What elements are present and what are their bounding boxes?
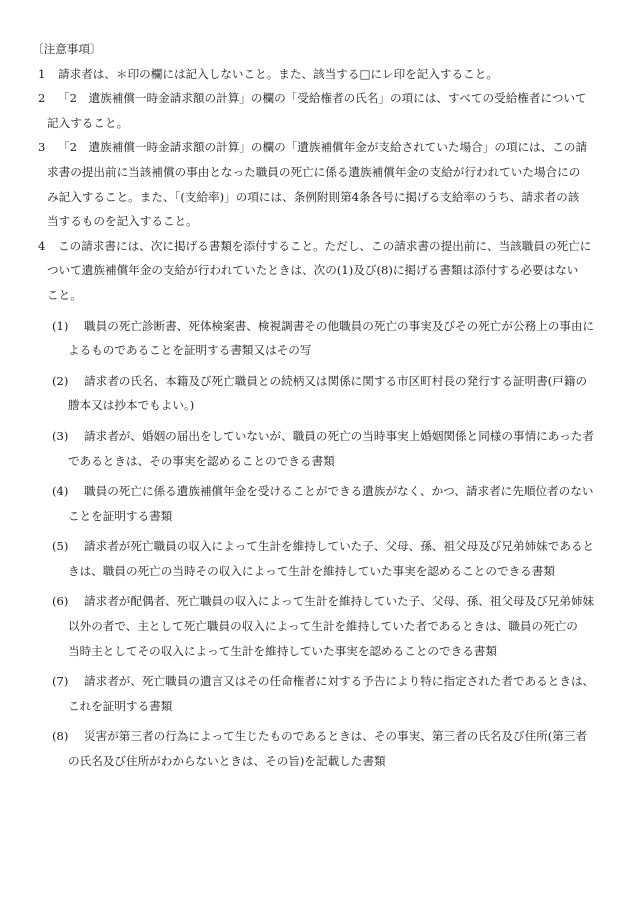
attachment-line: であるときは、その事実を認めることのできる書類 xyxy=(68,453,335,468)
note-line: 当するものを記入すること。 xyxy=(47,214,198,229)
attachment-line: ことを証明する書類 xyxy=(68,508,173,523)
attachment-number: (8) xyxy=(52,729,69,744)
attachment-item-3 xyxy=(32,424,600,473)
attachment-line: きは、職員の死亡の当時その収入によって生計を維持していた事実を認めることのできる書類 xyxy=(68,563,555,578)
attachment-item-5 xyxy=(32,534,600,583)
attachment-number: (4) xyxy=(52,484,69,499)
attachment-line: 謄本又は抄本でもよい。) xyxy=(68,398,195,413)
attachment-item-2 xyxy=(32,369,600,418)
note-line: こと。 xyxy=(47,287,82,302)
attachment-number: (6) xyxy=(52,594,69,609)
note-number: 3 xyxy=(38,140,46,155)
attachment-line: 職員の死亡に係る遺族補償年金を受けることができる遺族がなく、かつ、請求者に先順位者のない xyxy=(84,484,594,499)
attachment-item-7 xyxy=(32,669,600,718)
attachment-line: 請求者が死亡職員の収入によって生計を維持していた子、父母、孫、祖父母及び兄弟姉妹であると xyxy=(84,539,595,554)
attachment-item-4 xyxy=(32,479,600,528)
attachment-line: 請求者の氏名、本籍及び死亡職員との続柄又は関係に関する市区町村長の発行する証明書(戸籍の xyxy=(84,373,588,388)
attachment-line: 災害が第三者の行為によって生じたものであるときは、その事実、第三者の氏名及び住所(第三者 xyxy=(84,729,588,744)
attachment-line: 請求者が、死亡職員の遺言又はその任命権者に対する予告により特に指定された者であるときは、 xyxy=(84,674,595,689)
attachment-number: (5) xyxy=(52,539,69,554)
note-item-4 xyxy=(32,234,600,308)
note-item-3 xyxy=(32,135,600,233)
attachment-line: 以外の者で、主として死亡職員の収入によって生計を維持していた者であるときは、職員の死亡の xyxy=(68,619,578,634)
attachment-line: これを証明する書類 xyxy=(68,698,173,713)
note-line: 請求者は、＊印の欄には記入しないこと。また、該当する□にレ印を記入すること。 xyxy=(58,66,498,81)
notes-heading: 〔注意事項〕 xyxy=(32,42,102,56)
note-line: 記入すること。 xyxy=(47,115,129,130)
note-number: 2 xyxy=(38,91,46,106)
attachment-number: (2) xyxy=(52,373,69,388)
note-number: 4 xyxy=(38,238,46,253)
note-item-1 xyxy=(32,62,600,87)
attachment-item-8 xyxy=(32,724,600,773)
attachment-line: よるものであることを証明する書類又はその写 xyxy=(68,343,312,358)
attachment-item-1 xyxy=(32,314,600,363)
attachment-item-6 xyxy=(32,589,600,663)
note-line: この請求書には、次に掲げる書類を添付すること。ただし、この請求書の提出前に、当該職員の死亡に xyxy=(58,238,592,253)
attachment-list xyxy=(32,314,600,774)
attachment-line: 当時主としてその収入によって生計を維持していた事実を認めることのできる書類 xyxy=(68,643,497,658)
attachment-line: 請求者が、婚姻の届出をしていないが、職員の死亡の当時事実上婚姻関係と同様の事情にあった者 xyxy=(84,428,595,443)
attachment-number: (7) xyxy=(52,674,69,689)
note-line: 「2 遺族補償一時金請求額の計算」の欄の「受給権者の氏名」の項には、すべての受給権者について xyxy=(58,91,587,106)
note-line: 求書の提出前に当該補償の事由となった職員の死亡に係る遺族補償年金の支給が行われていた場合にの xyxy=(47,164,581,179)
attachment-line: 請求者が配偶者、死亡職員の収入によって生計を維持していた子、父母、孫、祖父母及び兄弟姉妹 xyxy=(84,594,595,609)
note-line: み記入すること。また、「(支給率)」の項には、条例附則第4条各号に掲げる支給率のうち、請求者の該 xyxy=(47,189,580,204)
attachment-number: (1) xyxy=(52,318,69,333)
attachment-line: 職員の死亡診断書、死体検案書、検視調書その他職員の死亡の事実及びその死亡が公務上の事由に xyxy=(84,318,595,333)
attachment-line: の氏名及び住所がわからないときは、その旨)を記載した書類 xyxy=(68,754,386,769)
note-number: 1 xyxy=(38,66,46,81)
note-line: 「2 遺族補償一時金請求額の計算」の欄の「遺族補償年金が支給されていた場合」の項には、この請 xyxy=(58,140,588,155)
note-item-2 xyxy=(32,86,600,135)
attachment-number: (3) xyxy=(52,428,69,443)
note-line: ついて遺族補償年金の支給が行われていたときは、次の(1)及び(8)に掲げる書類は添付する必要はない xyxy=(47,263,579,278)
